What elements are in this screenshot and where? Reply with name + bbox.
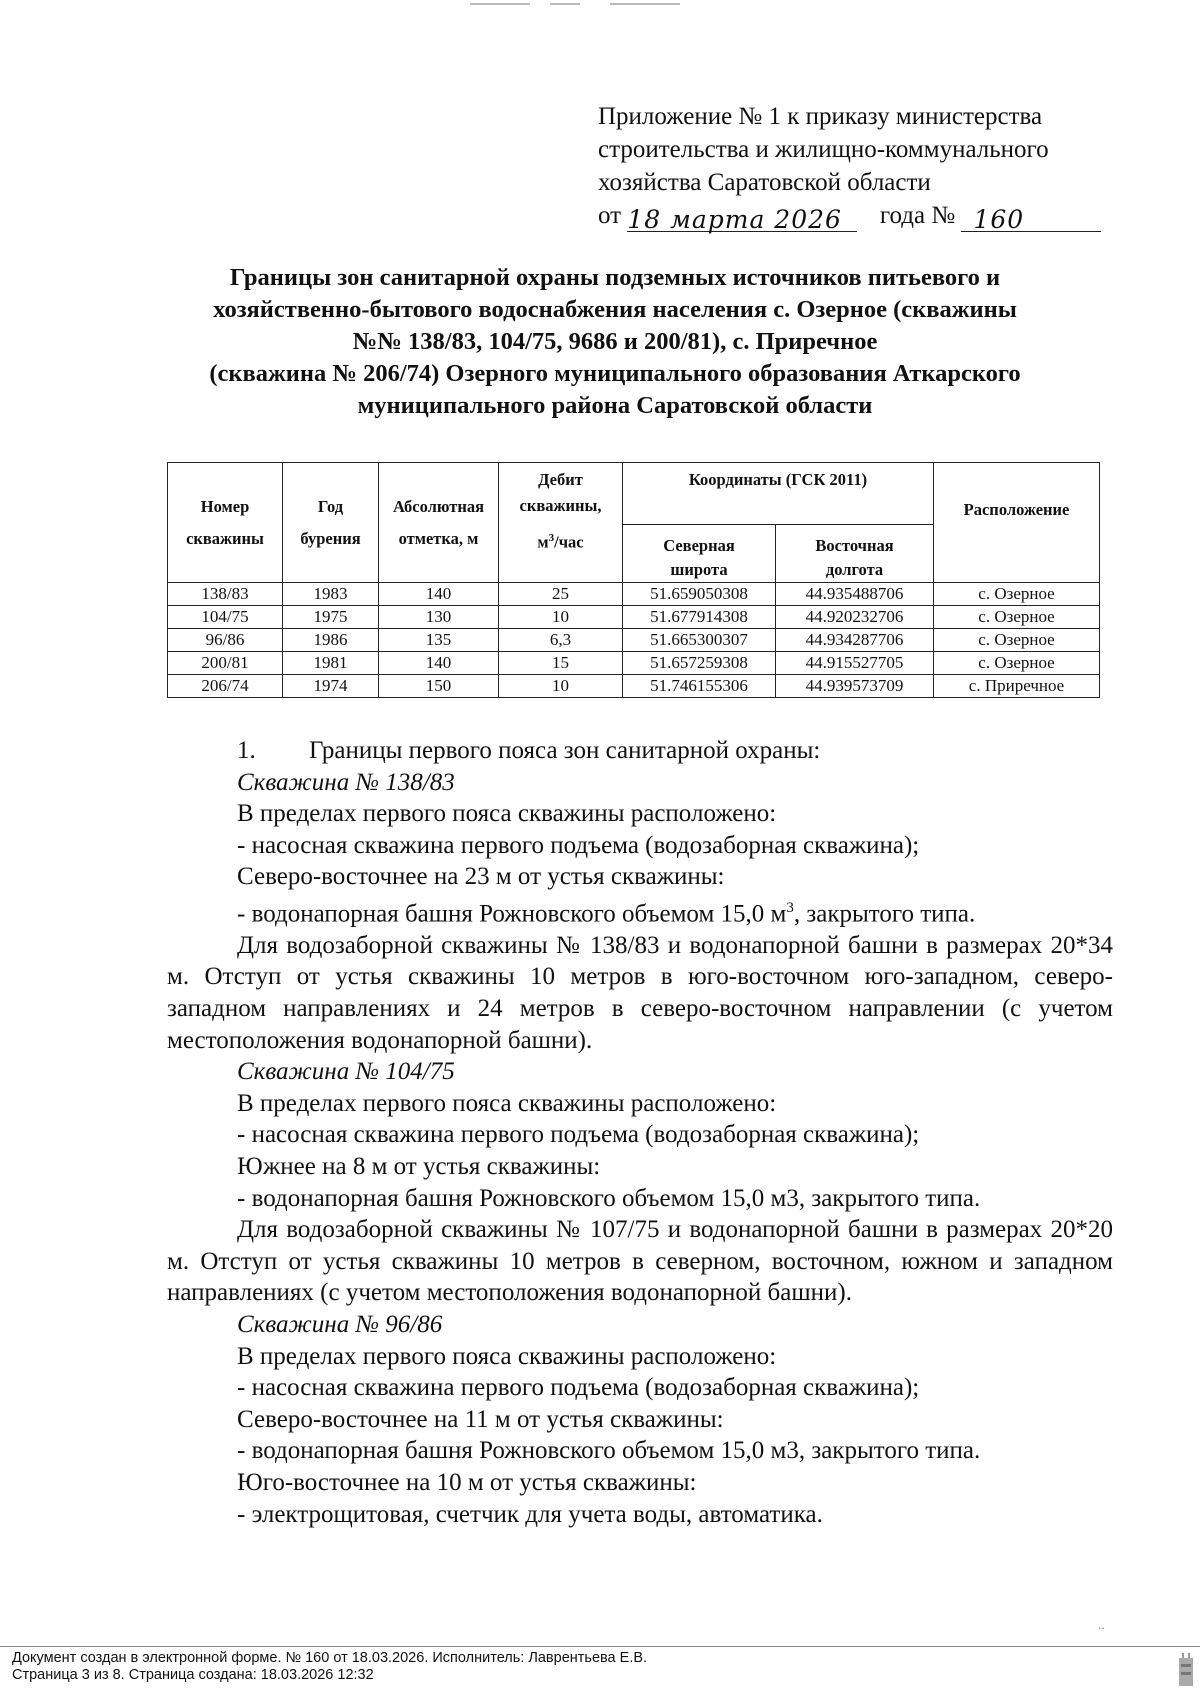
cell-elevation: 140 bbox=[379, 583, 499, 606]
title-line-3: №№ 138/83, 104/75, 9686 и 200/81), с. Приречное bbox=[352, 328, 878, 355]
header-east bbox=[776, 525, 934, 583]
cell-location: с. Озерное bbox=[934, 606, 1100, 629]
header-text: Дебит bbox=[538, 470, 583, 489]
header-text: скважины bbox=[186, 528, 264, 548]
appendix-line-1: Приложение № 1 к приказу министерства bbox=[598, 103, 1043, 130]
cell-north: 51.659050308 bbox=[623, 583, 776, 606]
cell-east: 44.934287706 bbox=[776, 629, 934, 652]
cell-location: с. Приречное bbox=[934, 675, 1100, 698]
appendix-header bbox=[598, 100, 1118, 232]
cell-location: с. Озерное bbox=[934, 583, 1100, 606]
header-coords: Координаты (ГСК 2011) bbox=[623, 463, 934, 525]
table-row bbox=[168, 629, 1100, 652]
header-drill-year bbox=[283, 463, 379, 583]
section-heading bbox=[167, 735, 1113, 767]
cell-year: 1975 bbox=[283, 606, 379, 629]
header-location: Расположение bbox=[934, 463, 1100, 525]
appendix-line-3: хозяйства Саратовской области bbox=[598, 169, 931, 196]
header-location-empty bbox=[934, 525, 1100, 583]
cell-elevation: 140 bbox=[379, 652, 499, 675]
header-text: Северная bbox=[663, 536, 735, 555]
cell-debit: 25 bbox=[499, 583, 623, 606]
cell-year: 1986 bbox=[283, 629, 379, 652]
header-text: Восточная bbox=[815, 536, 894, 555]
header-debit-unit bbox=[499, 519, 622, 556]
header-text: отметка, м bbox=[398, 528, 479, 548]
cell-year: 1981 bbox=[283, 652, 379, 675]
paragraph: - водонапорная башня Рожновского объемом 15,0 м3, закрытого типа. bbox=[237, 1184, 981, 1212]
cell-elevation: 135 bbox=[379, 629, 499, 652]
cell-debit: 15 bbox=[499, 652, 623, 675]
scan-dots: .. bbox=[1098, 1618, 1105, 1632]
scan-artifact bbox=[460, 0, 700, 14]
cell-east: 44.935488706 bbox=[776, 583, 934, 606]
title-line-2: хозяйственно-бытового водоснабжения населения с. Озерное (скважины bbox=[213, 296, 1017, 323]
table-row bbox=[168, 606, 1100, 629]
date-prefix: от bbox=[598, 202, 622, 229]
cell-north: 51.677914308 bbox=[623, 606, 776, 629]
cell-north: 51.657259308 bbox=[623, 652, 776, 675]
paragraph: - насосная скважина первого подъема (водозаборная скважина); bbox=[237, 831, 920, 859]
table-row bbox=[168, 675, 1100, 698]
header-text: скважины, bbox=[519, 496, 602, 515]
paragraph bbox=[167, 893, 1113, 930]
wells-table bbox=[167, 462, 1100, 698]
cell-debit: 10 bbox=[499, 675, 623, 698]
unit-sup: 3 bbox=[548, 532, 555, 544]
header-well-number bbox=[168, 463, 283, 583]
well-heading: Скважина № 96/86 bbox=[237, 1311, 443, 1339]
table-row bbox=[168, 652, 1100, 675]
section-number: 1. bbox=[237, 737, 256, 764]
handwritten-number: 160 bbox=[973, 205, 1025, 234]
paragraph: В пределах первого пояса скважины расположено: bbox=[237, 1089, 777, 1117]
cell-well: 96/86 bbox=[168, 629, 283, 652]
cell-east: 44.939573709 bbox=[776, 675, 934, 698]
paragraph: Для водозаборной скважины № 138/83 и водонапорной башни в размерах 20*34 м. Отступ от устья скважины 10 метров в юго-восточном юго-западном, северо-западном направлениях и 24 метров в северо-восточном направлении (с учетом местоположения водонапорной башни). bbox=[167, 931, 1113, 1054]
paragraph: В пределах первого пояса скважины расположено: bbox=[237, 800, 777, 828]
header-text: Абсолютная bbox=[392, 496, 485, 516]
cell-well: 206/74 bbox=[168, 675, 283, 698]
header-text: Год bbox=[317, 496, 344, 516]
title-line-1: Границы зон санитарной охраны подземных источников питьевого и bbox=[229, 264, 1001, 291]
cell-elevation: 150 bbox=[379, 675, 499, 698]
cell-location: с. Озерное bbox=[934, 652, 1100, 675]
title-line-5: муниципального района Саратовской области bbox=[357, 392, 873, 419]
document-title bbox=[150, 262, 1080, 422]
appendix-line-2: строительства и жилищно-коммунального bbox=[598, 136, 1049, 163]
cell-well: 200/81 bbox=[168, 652, 283, 675]
paragraph-text: , закрытого типа. bbox=[793, 900, 976, 928]
cell-east: 44.920232706 bbox=[776, 606, 934, 629]
document-body bbox=[167, 735, 1113, 1530]
header-elevation bbox=[379, 463, 499, 583]
paragraph: Северо-восточнее на 23 м от устья скважины: bbox=[237, 863, 725, 891]
well-heading: Скважина № 104/75 bbox=[237, 1058, 455, 1086]
title-line-4: (скважина № 206/74) Озерного муниципального образования Аткарского bbox=[209, 360, 1021, 387]
header-text: широта bbox=[670, 560, 728, 579]
footer bbox=[0, 1646, 1200, 1699]
cell-east: 44.915527705 bbox=[776, 652, 934, 675]
header-north bbox=[623, 525, 776, 583]
cell-north: 51.665300307 bbox=[623, 629, 776, 652]
paragraph: - водонапорная башня Рожновского объемом 15,0 м3, закрытого типа. bbox=[237, 1437, 981, 1465]
paragraph: Северо-восточнее на 11 м от устья скважины: bbox=[237, 1405, 724, 1433]
paragraph: - насосная скважина первого подъема (водозаборная скважина); bbox=[237, 1121, 920, 1149]
unit-text: /час bbox=[554, 532, 584, 552]
header-text: бурения bbox=[300, 528, 361, 548]
header-text: долгота bbox=[825, 560, 884, 579]
emblem-icon bbox=[1176, 1650, 1196, 1690]
section-text: Границы первого пояса зон санитарной охраны: bbox=[309, 737, 821, 764]
paragraph: Юго-восточнее на 10 м от устья скважины: bbox=[237, 1468, 697, 1496]
well-heading: Скважина № 138/83 bbox=[237, 768, 455, 796]
cell-well: 104/75 bbox=[168, 606, 283, 629]
paragraph-text: - водонапорная башня Рожновского объемом 15,0 м bbox=[237, 900, 787, 928]
number-prefix: года № bbox=[879, 202, 956, 229]
paragraph: В пределах первого пояса скважины расположено: bbox=[237, 1342, 777, 1370]
number-field bbox=[961, 203, 1101, 232]
cell-debit: 6,3 bbox=[499, 629, 623, 652]
cell-debit: 10 bbox=[499, 606, 623, 629]
handwritten-date: 18 марта 2026 bbox=[627, 205, 842, 234]
cell-north: 51.746155306 bbox=[623, 675, 776, 698]
paragraph: Для водозаборной скважины № 107/75 и водонапорной башни в размерах 20*20 м. Отступ от устья скважины 10 метров в северном, восточном, южном и западном направлениях (с учетом местоположения водонапорной башни). bbox=[167, 1216, 1113, 1307]
footer-text bbox=[12, 1650, 647, 1684]
footer-line-2: Страница 3 из 8. Страница создана: 18.03.2026 12:32 bbox=[12, 1667, 374, 1683]
header-text: Номер bbox=[200, 496, 250, 516]
superscript: 3 bbox=[786, 899, 794, 916]
cell-well: 138/83 bbox=[168, 583, 283, 606]
paragraph: Южнее на 8 м от устья скважины: bbox=[237, 1153, 601, 1181]
paragraph: - электрощитовая, счетчик для учета воды, автоматика. bbox=[237, 1500, 823, 1528]
cell-year: 1974 bbox=[283, 675, 379, 698]
appendix-date-line bbox=[598, 199, 1118, 232]
date-field bbox=[627, 203, 857, 232]
cell-year: 1983 bbox=[283, 583, 379, 606]
footer-line-1: Документ создан в электронной форме. № 160 от 18.03.2026. Исполнитель: Лаврентьева Е.В. bbox=[12, 1650, 648, 1666]
table-row bbox=[168, 583, 1100, 606]
unit-text: м bbox=[537, 532, 549, 552]
header-debit bbox=[499, 463, 623, 583]
cell-location: с. Озерное bbox=[934, 629, 1100, 652]
paragraph: - насосная скважина первого подъема (водозаборная скважина); bbox=[237, 1374, 920, 1402]
cell-elevation: 130 bbox=[379, 606, 499, 629]
